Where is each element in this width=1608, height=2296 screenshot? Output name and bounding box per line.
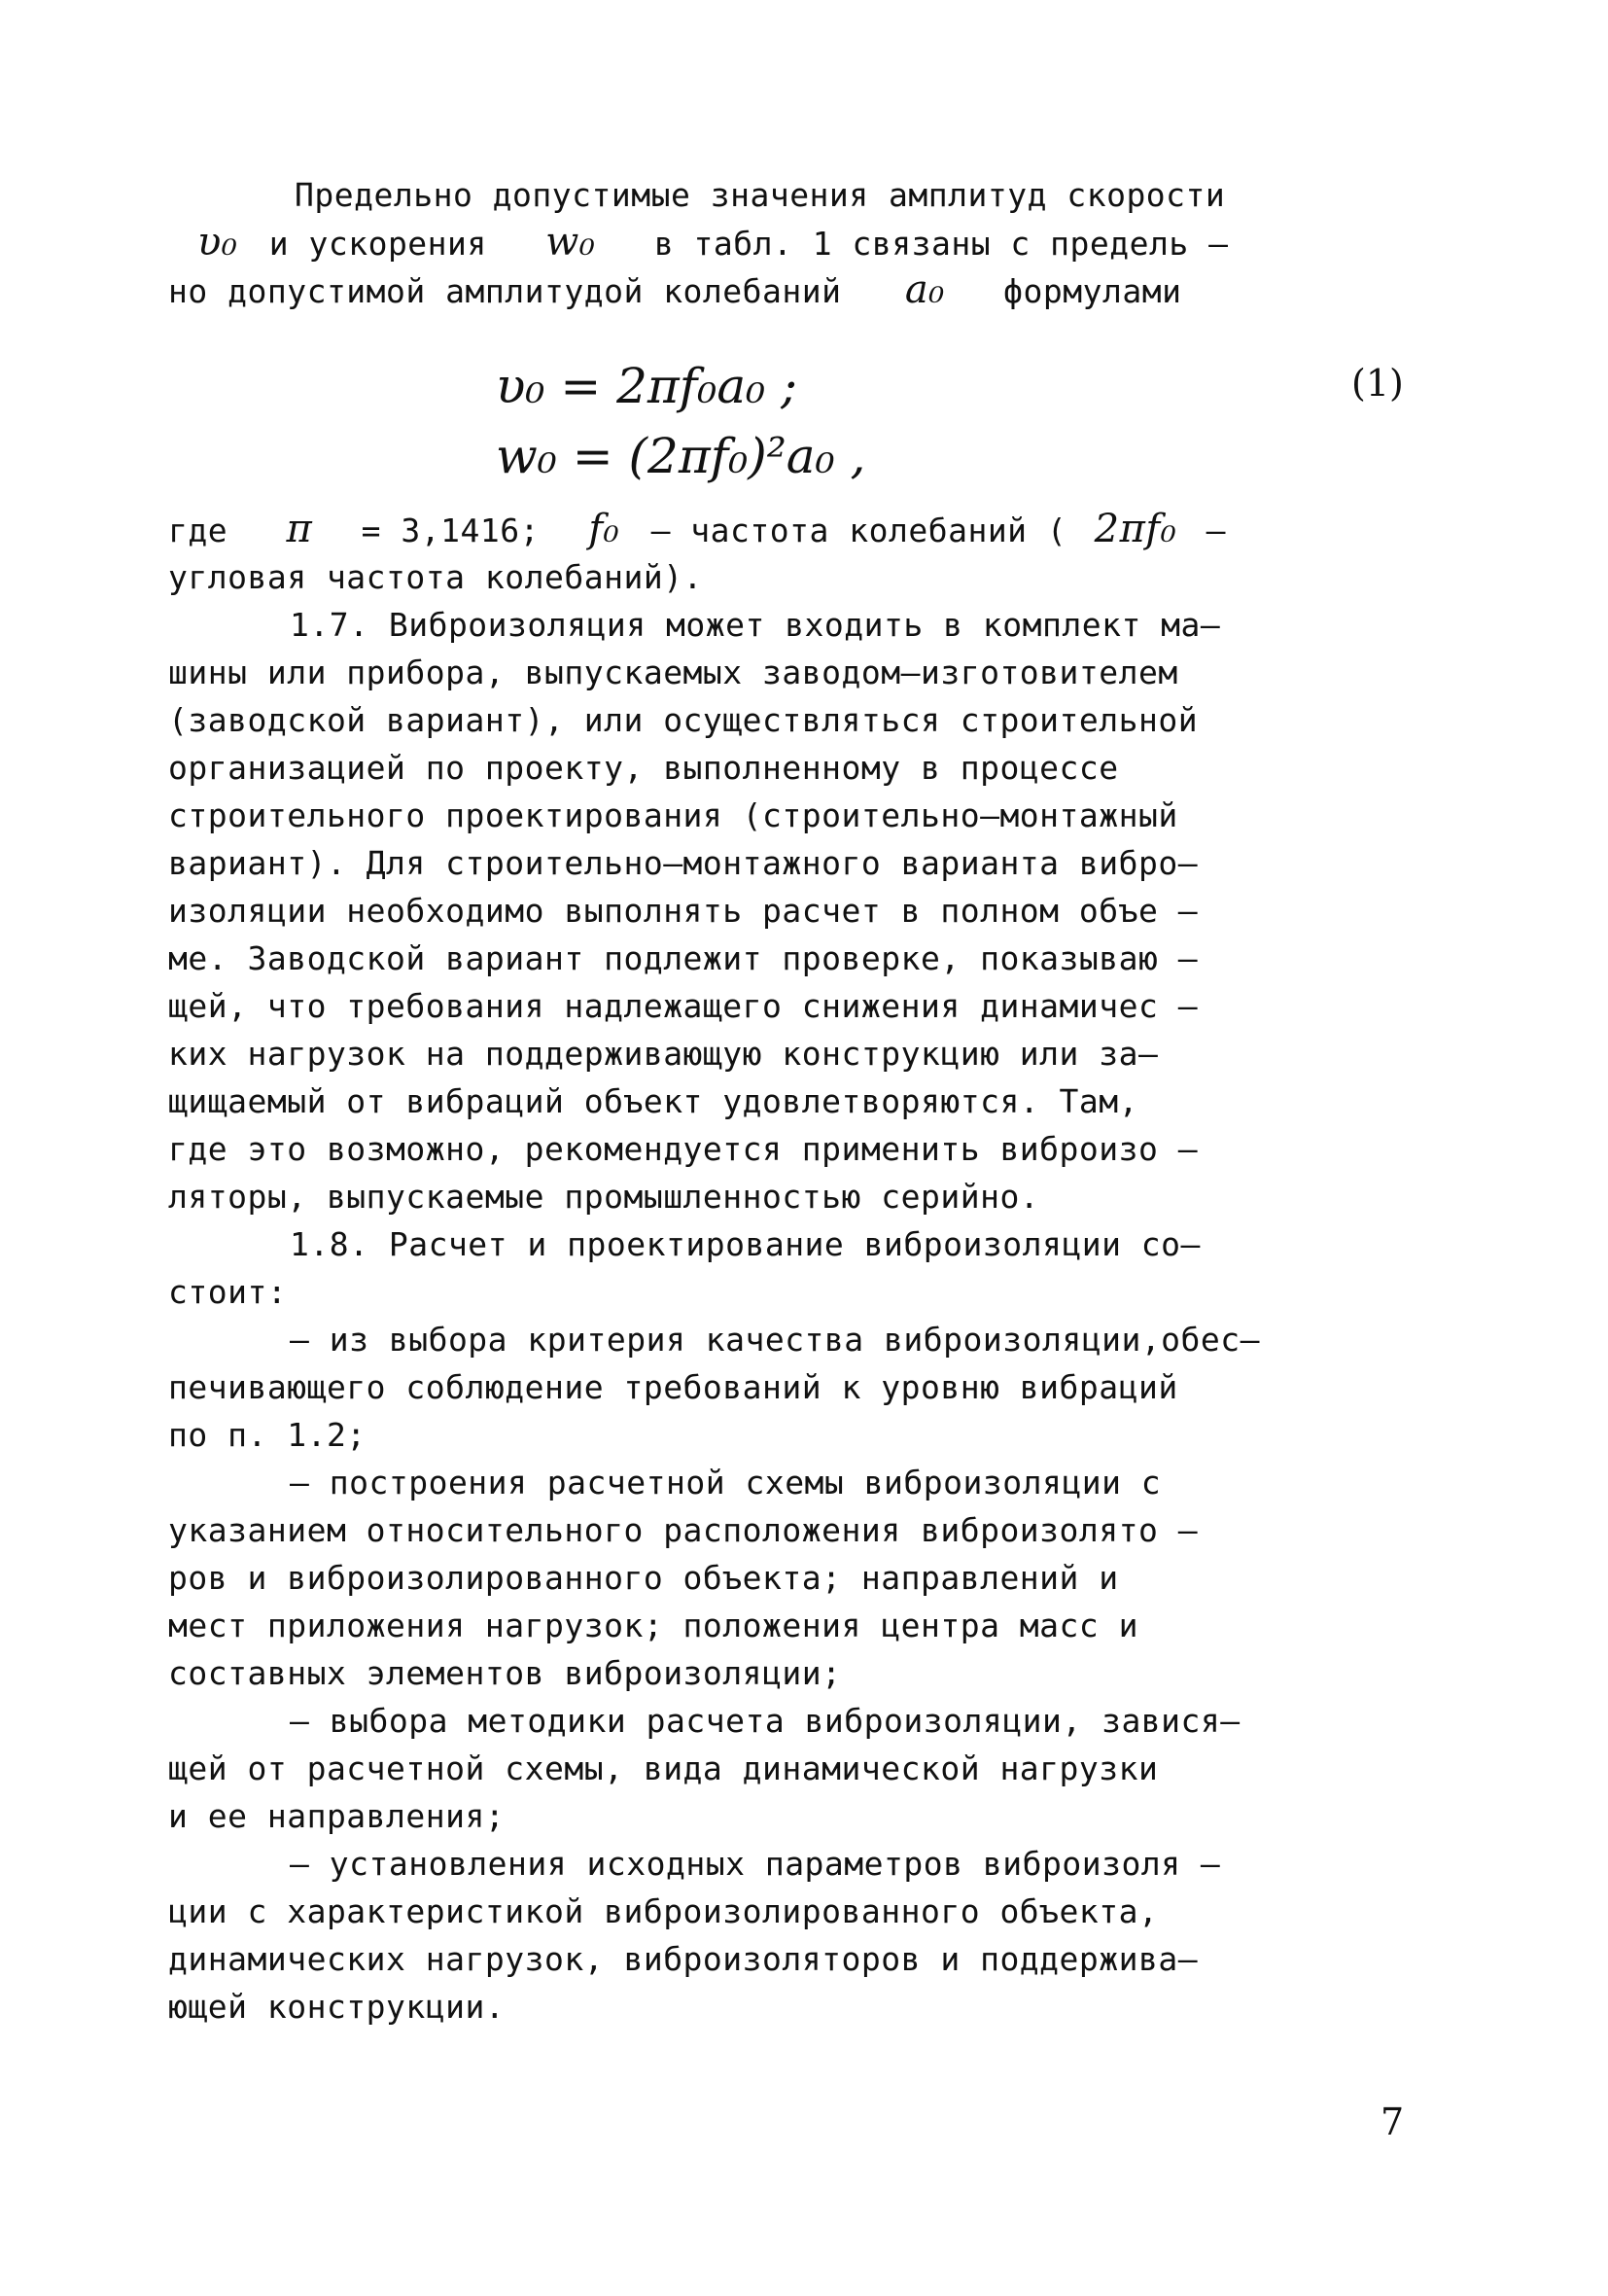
item-line: – построения расчетной схемы виброизоляции с bbox=[290, 1464, 1162, 1501]
where-line-2: угловая частота колебаний). bbox=[168, 558, 703, 596]
intro-paragraph bbox=[168, 171, 1432, 314]
item-line: – выбора методики расчета виброизоляции, завися– bbox=[290, 1702, 1241, 1740]
list-item-method bbox=[168, 1697, 1432, 1840]
intro-line-3-start: но допустимой амплитудой колебаний bbox=[168, 272, 842, 310]
where-clause bbox=[168, 506, 1432, 601]
list-item-scheme bbox=[168, 1459, 1432, 1697]
section-1-7 bbox=[168, 601, 1432, 1220]
p17-line: ляторы, выпускаемые промышленностью серийно. bbox=[168, 1178, 1040, 1216]
item-line: динамических нагрузок, виброизоляторов и поддержива– bbox=[168, 1940, 1199, 1978]
intro-line-2 bbox=[168, 219, 1432, 266]
equation-number: (1) bbox=[1351, 362, 1404, 405]
item-line: указанием относительного расположения виброизолято – bbox=[168, 1511, 1199, 1549]
item-line: печивающего соблюдение требований к уровню вибраций bbox=[168, 1368, 1178, 1406]
pi-symbol: π bbox=[286, 507, 313, 551]
intro-line-3-end: формулами bbox=[1003, 272, 1182, 310]
p17-line: ме. Заводской вариант подлежит проверке, показываю – bbox=[168, 939, 1199, 977]
item-line: и ее направления; bbox=[168, 1797, 506, 1835]
p17-line: организацией по проекту, выполненному в процессе bbox=[168, 749, 1119, 787]
velocity-symbol: υ₀ bbox=[197, 220, 238, 265]
where-dash: – bbox=[1206, 512, 1226, 549]
item-line: ции с характеристикой виброизолированного объекта, bbox=[168, 1892, 1159, 1930]
frequency-symbol: f₀ bbox=[588, 507, 620, 551]
pi-value: = 3,1416; bbox=[361, 512, 540, 549]
list-item-parameters bbox=[168, 1840, 1432, 2031]
p17-line: изоляции необходимо выполнять расчет в полном объе – bbox=[168, 892, 1199, 930]
p17-line: строительного проектирования (строительно–монтажный bbox=[168, 796, 1178, 834]
item-line: – установления исходных параметров виброизоля – bbox=[290, 1845, 1221, 1883]
intro-line-1: Предельно допустимые значения амплитуд скорости bbox=[295, 176, 1226, 214]
p17-line: ких нагрузок на поддерживающую конструкцию или за– bbox=[168, 1035, 1159, 1073]
list-item-criterion bbox=[168, 1316, 1432, 1459]
item-line: ров и виброизолированного объекта; направлений и bbox=[168, 1559, 1119, 1597]
p17-line: 1.7. Виброизоляция может входить в комплект ма– bbox=[290, 606, 1221, 644]
where-label: где bbox=[168, 512, 228, 549]
item-line: – из выбора критерия качества виброизоляции,обес– bbox=[290, 1321, 1261, 1359]
angular-frequency-symbol: 2πf₀ bbox=[1094, 507, 1177, 551]
p17-line: щей, что требования надлежащего снижения динамичес – bbox=[168, 987, 1199, 1025]
p18-line: стоит: bbox=[168, 1273, 288, 1311]
section-1-8 bbox=[168, 1220, 1432, 1316]
amplitude-symbol: a₀ bbox=[904, 267, 945, 312]
item-line: по п. 1.2; bbox=[168, 1416, 367, 1454]
formula-acceleration: w₀ = (2πf₀)²a₀ , bbox=[496, 428, 866, 484]
p18-line: 1.8. Расчет и проектирование виброизоляции со– bbox=[290, 1225, 1201, 1263]
where-line-1 bbox=[168, 506, 1432, 553]
p17-line: шины или прибора, выпускаемых заводом–изготовителем bbox=[168, 653, 1178, 691]
page-number: 7 bbox=[1381, 2101, 1405, 2143]
intro-line-2-mid: и ускорения bbox=[268, 225, 487, 263]
p17-line: вариант). Для строительно–монтажного варианта вибро– bbox=[168, 844, 1199, 882]
item-line: мест приложения нагрузок; положения центра масс и bbox=[168, 1607, 1139, 1644]
item-line: ющей конструкции. bbox=[168, 1988, 506, 2026]
p17-line: щищаемый от вибраций объект удовлетворяются. Там, bbox=[168, 1082, 1139, 1120]
p17-line: (заводской вариант), или осуществляться строительной bbox=[168, 701, 1199, 739]
formula-velocity: υ₀ = 2πf₀a₀ ; bbox=[496, 358, 797, 414]
intro-line-2-end: в табл. 1 связаны с предель – bbox=[653, 225, 1229, 263]
frequency-definition: – частота колебаний ( bbox=[650, 512, 1067, 549]
acceleration-symbol: w₀ bbox=[545, 220, 596, 265]
item-line: щей от расчетной схемы, вида динамической нагрузки bbox=[168, 1749, 1159, 1787]
item-line: составных элементов виброизоляции; bbox=[168, 1654, 842, 1692]
intro-line-3 bbox=[168, 266, 1432, 314]
p17-line: где это возможно, рекомендуется применить виброизо – bbox=[168, 1130, 1199, 1168]
